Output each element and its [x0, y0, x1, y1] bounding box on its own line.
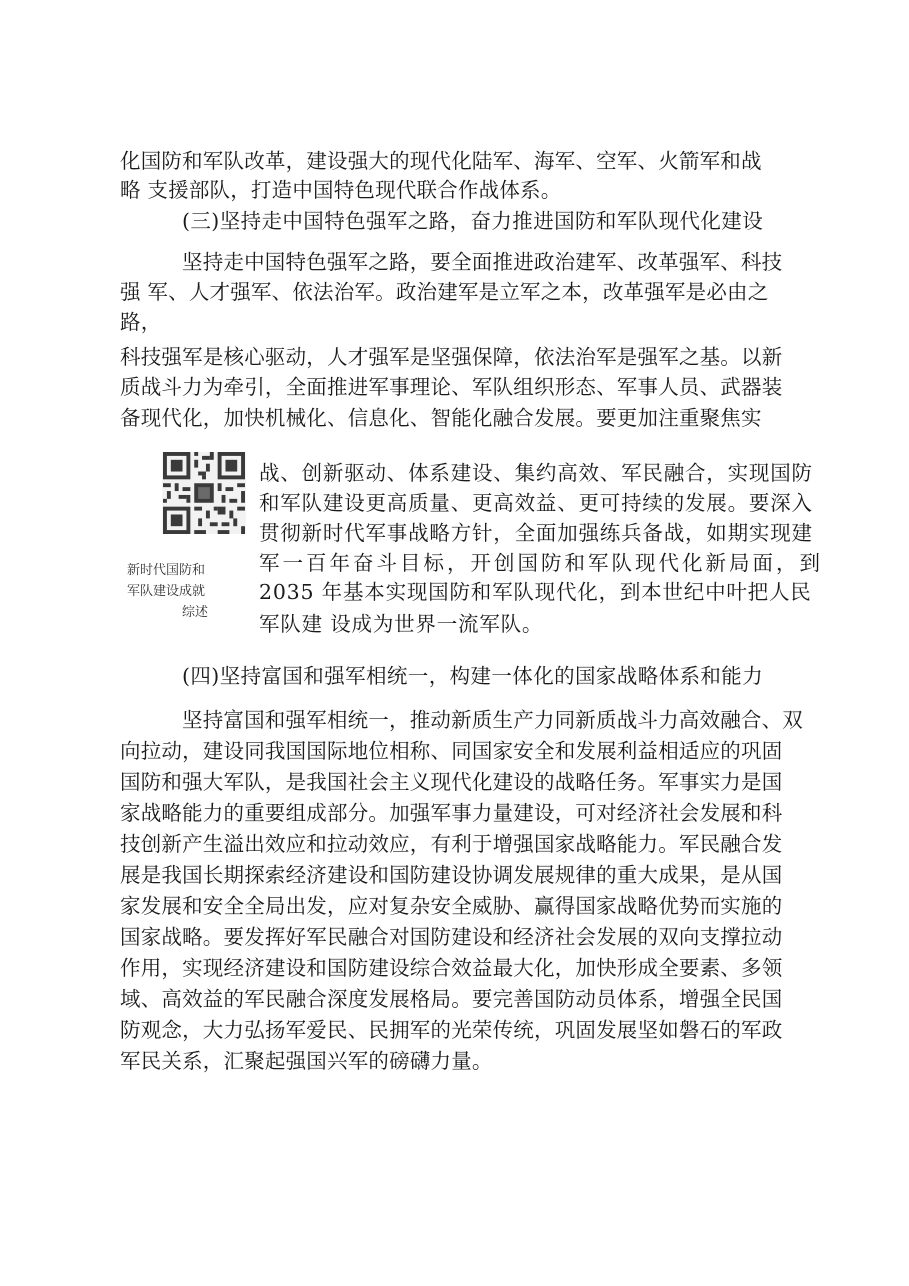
paragraph-line: 坚持走中国特色强军之路，要全面推进政治建军、改革强军、科技: [182, 250, 783, 274]
paragraph-line: 家战略能力的重要组成部分。加强军事力量建设，可对经济社会发展和科: [120, 801, 783, 825]
paragraph-line: 路，: [120, 310, 162, 334]
paragraph-line: 军队建 设成为世界一流军队。: [259, 612, 544, 636]
paragraph-line: 国家战略。要发挥好军民融合对国防建设和经济社会发展的双向支撑拉动: [120, 925, 783, 949]
paragraph-line: 坚持富国和强军相统一，推动新质生产力同新质战斗力高效融合、双: [182, 708, 803, 732]
section-heading-3: (三)坚持走中国特色强军之路，奋力推进国防和军队现代化建设: [182, 209, 764, 233]
qr-caption-line: 新时代国防和: [127, 563, 206, 578]
paragraph-line: 向拉动，建设同我国国际地位相称、同国家安全和发展利益相适应的巩固: [120, 739, 783, 763]
paragraph-line: 展是我国长期探索经济建设和国防建设协调发展规律的重大成果，是从国: [120, 863, 783, 887]
paragraph-line: 备现代化，加快机械化、信息化、智能化融合发展。要更加注重聚焦实: [120, 406, 762, 430]
paragraph-line: 强 军、人才强军、依法治军。政治建军是立军之本，改革强军是必由之: [120, 280, 769, 304]
qr-code-icon: [162, 452, 246, 534]
paragraph-line: 军一百年奋斗目标，开创国防和军队现代化新局面，到: [259, 551, 823, 575]
paragraph-line: 2035 年基本实现国防和军队现代化，到本世纪中叶把人民: [259, 580, 812, 604]
paragraph-line: 略 支援部队，打造中国特色现代联合作战体系。: [120, 178, 562, 202]
section-heading-4: (四)坚持富国和强军相统一，构建一体化的国家战略体系和能力: [182, 664, 764, 688]
paragraph-line: 和军队建设更高质量、更高效益、更可持续的发展。要深入: [259, 491, 813, 515]
paragraph-line: 防观念，大力弘扬军爱民、民拥军的光荣传统，巩固发展坚如磐石的军政: [120, 1018, 783, 1042]
paragraph-line: 贯彻新时代军事战略方针，全面加强练兵备战，如期实现建: [259, 521, 813, 545]
paragraph-line: 质战斗力为牵引，全面推进军事理论、军队组织形态、军事人员、武器装: [120, 375, 783, 399]
paragraph-line: 作用，实现经济建设和国防建设综合效益最大化，加快形成全要素、多领: [120, 956, 783, 980]
paragraph-line: 国防和强大军队，是我国社会主义现代化建设的战略任务。军事实力是国: [120, 770, 783, 794]
paragraph-line: 化国防和军队改革，建设强大的现代化陆军、海军、空军、火箭军和战: [120, 149, 762, 173]
paragraph-line: 域、高效益的军民融合深度发展格局。要完善国防动员体系，增强全民国: [120, 987, 783, 1011]
paragraph-line: 军民关系，汇聚起强国兴军的磅礴力量。: [120, 1049, 493, 1073]
qr-caption-line: 军队建设成就: [127, 584, 206, 599]
paragraph-line: 技创新产生溢出效应和拉动效应，有利于增强国家战略能力。军民融合发: [120, 832, 783, 856]
qr-caption-line: 综述: [182, 605, 209, 620]
paragraph-line: 战、创新驱动、体系建设、集约高效、军民融合，实现国防: [259, 461, 813, 485]
qr-code-image: [162, 452, 246, 534]
paragraph-line: 科技强军是核心驱动，人才强军是坚强保障，依法治军是强军之基。以新: [120, 345, 783, 369]
paragraph-line: 家发展和安全全局出发，应对复杂安全威胁、赢得国家战略优势而实施的: [120, 894, 783, 918]
